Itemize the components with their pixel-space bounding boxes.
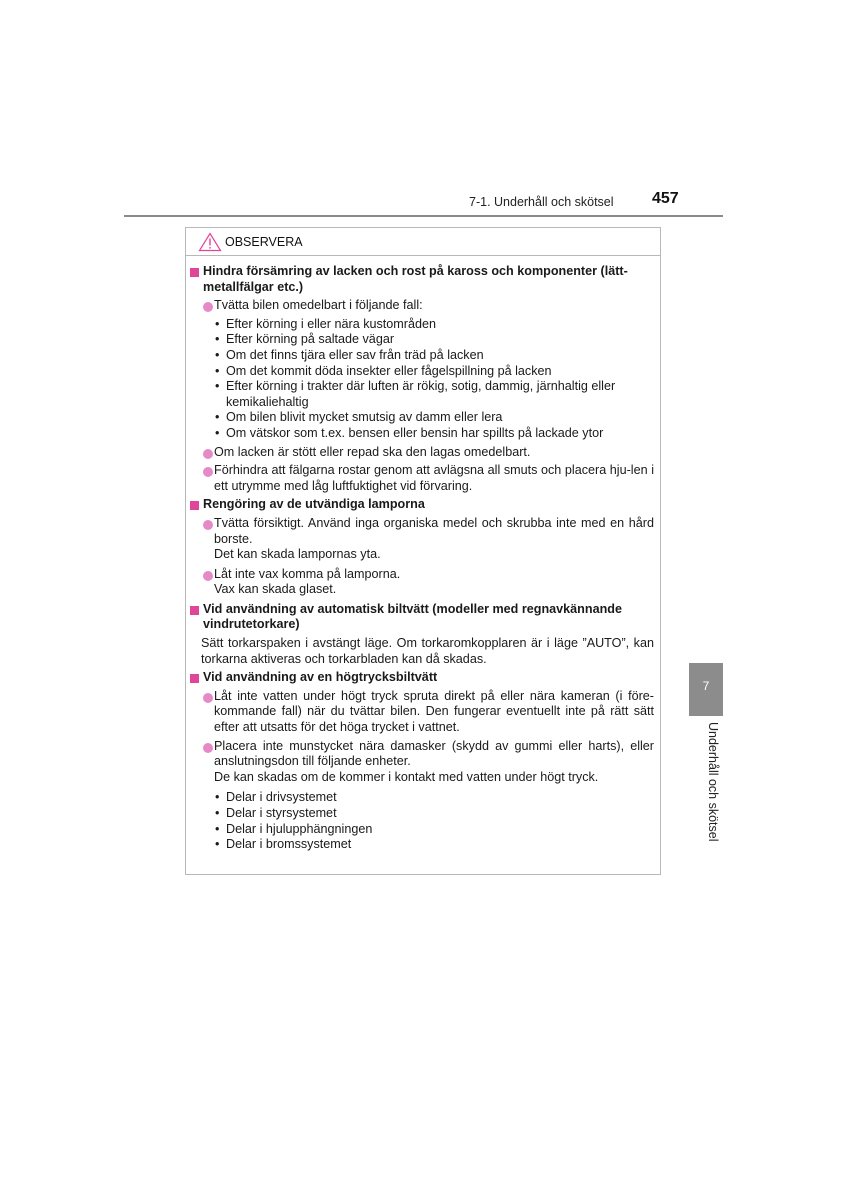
list-item: • Delar i bromssystemet xyxy=(215,837,352,852)
circle-item: Tvätta bilen omedelbart i följande fall: xyxy=(186,298,660,314)
list-item: • Delar i drivsystemet xyxy=(215,790,337,805)
circle-item: Tvätta försiktigt. Använd inga organiska medel och skrubba inte med en hård borste. xyxy=(186,516,660,547)
bullet-list xyxy=(186,790,660,852)
running-header-section: 7-1. Underhåll och skötsel xyxy=(469,195,614,209)
circle-bullet-icon xyxy=(203,693,213,703)
square-bullet-icon xyxy=(190,268,199,277)
section-text: Sätt torkarspaken i avstängt läge. Om torkaromkopplaren är i läge ”AUTO”, kan torkarna aktiveras och torkarbladen kan då skadas. xyxy=(201,636,654,666)
section-heading: Hindra försämring av lacken och rost på kaross och komponenter (lätt-metallfälgar etc.) xyxy=(186,264,660,295)
caution-content xyxy=(186,264,660,856)
circle-bullet-icon xyxy=(203,302,213,312)
section-heading: Vid användning av en högtrycksbiltvätt xyxy=(186,670,660,686)
list-item: • Efter körning på saltade vägar xyxy=(215,332,395,347)
header-divider xyxy=(124,215,723,217)
list-item: • Delar i hjulupphängningen xyxy=(215,821,373,836)
circle-bullet-icon xyxy=(203,571,213,581)
circle-bullet-icon xyxy=(203,743,213,753)
item-note: Vax kan skada glaset. xyxy=(214,582,337,597)
circle-item: Förhindra att fälgarna rostar genom att avlägsna all smuts och placera hju-len i ett utrymme med låg luftfuktighet vid förvaring. xyxy=(186,463,660,494)
caution-box-header xyxy=(186,228,660,256)
list-item: • Efter körning i eller nära kustområden xyxy=(215,316,436,331)
chapter-number: 7 xyxy=(702,679,710,693)
circle-bullet-icon xyxy=(203,449,213,459)
circle-item: Om lacken är stött eller repad ska den lagas omedelbart. xyxy=(186,445,660,461)
item-note: Det kan skada lampornas yta. xyxy=(214,547,381,562)
warning-triangle-icon xyxy=(198,232,222,252)
list-item: • Delar i styrsystemet xyxy=(215,806,337,820)
list-item: • Om bilen blivit mycket smutsig av damm eller lera xyxy=(215,410,503,425)
section-heading: Vid användning av automatisk biltvätt (modeller med regnavkännande vindrutetorkare) xyxy=(186,602,660,633)
square-bullet-icon xyxy=(190,674,199,683)
chapter-tab xyxy=(689,663,723,716)
section-heading: Rengöring av de utvändiga lamporna xyxy=(186,497,660,513)
chapter-title-vertical: Underhåll och skötsel xyxy=(706,722,720,842)
circle-bullet-icon xyxy=(203,520,213,530)
list-item: • Om det kommit döda insekter eller fågelspillning på lacken xyxy=(215,363,552,378)
bullet-list xyxy=(186,317,660,442)
list-item: • Efter körning i trakter där luften är rökig, sotig, dammig, järnhaltig eller kemikaliehaltig xyxy=(215,379,616,409)
circle-item: Låt inte vatten under högt tryck spruta direkt på eller nära kameran (i före-kommande fall) när du tvättar bilen. Den fungerar eventuellt inte på rätt sätt efter att utsatts för det höga trycket i vattnet. xyxy=(186,689,660,736)
circle-bullet-icon xyxy=(203,467,213,477)
circle-item: Låt inte vax komma på lamporna. xyxy=(186,567,660,583)
caution-box-title: OBSERVERA xyxy=(225,234,303,249)
square-bullet-icon xyxy=(190,606,199,615)
page-number: 457 xyxy=(652,190,679,207)
square-bullet-icon xyxy=(190,501,199,510)
circle-item: Placera inte munstycket nära damasker (skydd av gummi eller harts), eller anslutningsdon till följande enheter. xyxy=(186,739,660,770)
item-note: De kan skadas om de kommer i kontakt med vatten under högt tryck. xyxy=(214,769,599,784)
list-item: • Om det finns tjära eller sav från träd på lacken xyxy=(215,347,484,362)
list-item: • Om vätskor som t.ex. bensen eller bensin har spillts på lackade ytor xyxy=(215,425,604,440)
caution-box xyxy=(185,227,661,875)
